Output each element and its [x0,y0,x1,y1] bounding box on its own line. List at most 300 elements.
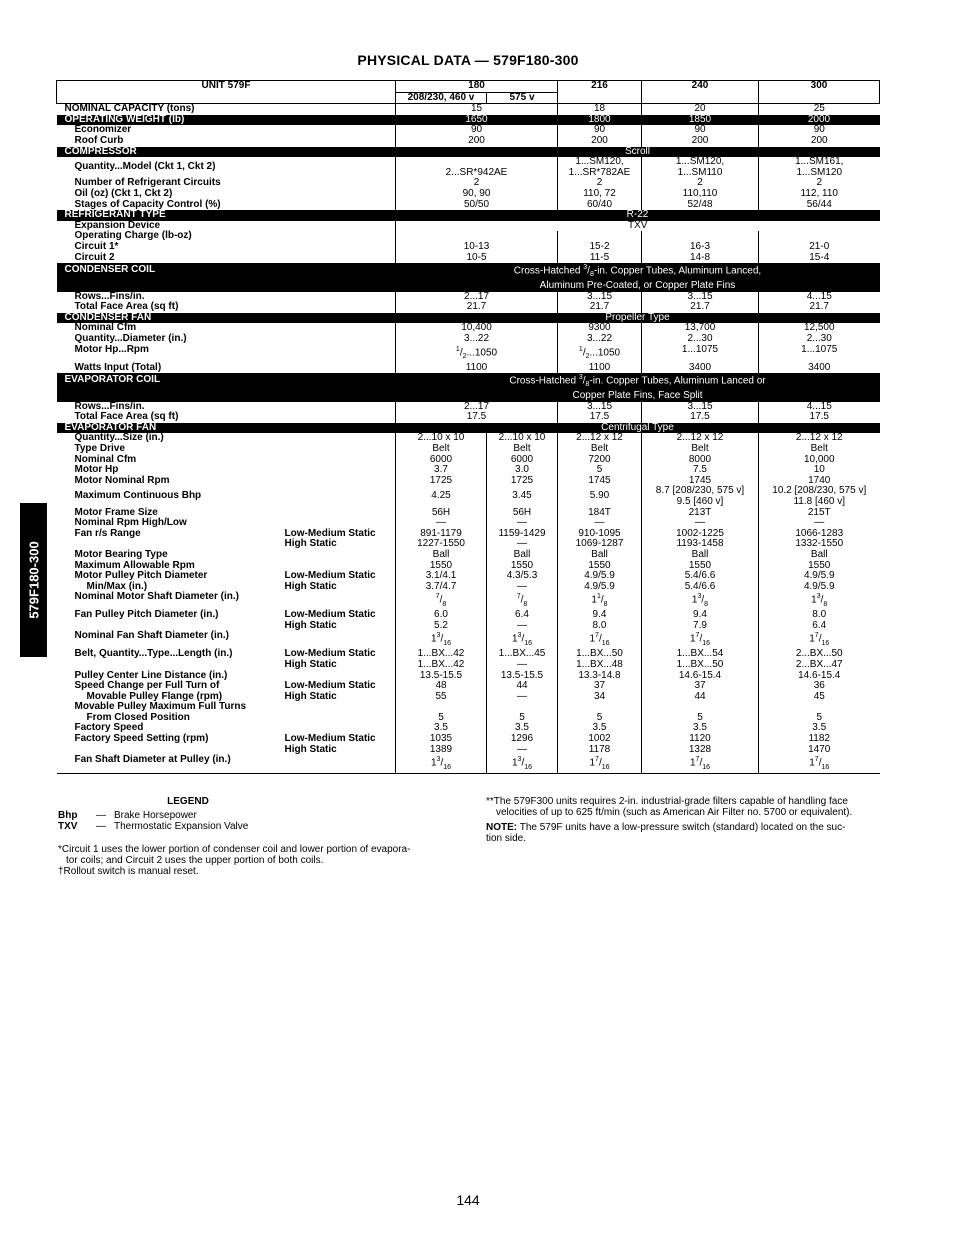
cell: $1^1/_8$ [558,592,642,610]
row-label: Nominal Motor Shaft Diameter (in.) [74,591,239,603]
cell: 37 [694,680,706,692]
frac-whole: 1 [809,757,815,769]
frac-num: 7 [516,593,521,601]
cell: 14.6-15.4 [759,671,880,682]
cell: — [517,619,527,631]
cell: — [517,658,527,670]
legend-title: LEGEND [167,796,209,807]
frac-num: 3 [816,593,821,601]
cell: 1...BX...42 [417,658,465,670]
evap-factory-rpm-row [57,734,880,755]
cell: 4.9/5.9 [584,580,615,592]
frac-den: 8 [603,600,608,608]
cell: 5 [558,702,642,723]
legend-abbr: TXV [58,821,78,832]
cell: 184T [558,508,642,519]
cell: 213T [642,508,759,519]
row-label: Motor Hp [74,464,119,476]
cell: 13.3-14.8 [558,671,642,682]
cell: 4...15 [759,402,880,413]
cell: 1...SM110 [677,166,723,178]
row-label: Oil (oz) (Ckt 1, Ckt 2) [74,187,173,199]
header-240: 240 [642,81,759,104]
cell: 10-5 [396,253,558,264]
cell: 90 [642,125,759,136]
row-label: Belt, Quantity...Type...Length (in.) [74,648,233,660]
cell: 37 [593,680,606,692]
cell: 56/44 [759,200,880,211]
desc-text: -in. Copper Tubes, Aluminum Lanced or [589,375,766,387]
cell: 1...SM161, [795,156,844,168]
cell: 1159-1429 [498,527,546,539]
cell: 6.0 [434,609,448,621]
cell: 15-4 [759,253,880,264]
cell: 52/48 [642,200,759,211]
cell: Belt [487,444,558,455]
cell: 1328 [688,743,712,755]
cell: 1550 [759,561,880,572]
circuit1-row [57,242,880,253]
legend-bhp [58,810,458,821]
note-text: The 579F units have a low-pressure switch (standard) located on the suc- [517,822,846,833]
section-label: EVAPORATOR COIL [57,373,396,402]
cell: 3.5 [487,723,558,734]
row-label: Operating Charge (lb-oz) [74,230,192,242]
frac-whole: 1 [430,633,437,645]
cell: 215T [759,508,880,519]
cell: 2000 [759,115,880,126]
cell: 50/50 [396,200,558,211]
evap-rpm-row [57,476,880,487]
cell: 15-2 [558,242,642,253]
cell: 10-13 [396,242,558,253]
cell: Belt [396,444,487,455]
row-label: Movable Pulley Maximum Full Turns [74,701,247,713]
static-label: Low-Medium Static [284,570,376,582]
legend-dash: — [96,821,106,832]
cell: 1...SM120 [796,166,843,178]
cell: 200 [759,136,880,147]
row-label: Fan r/s Range [74,527,141,539]
desc-text: -in. Copper Tubes, Aluminum Lanced, [593,265,762,277]
page-number: 144 [456,1192,480,1208]
row-label: Min/Max (in.) [86,580,148,592]
cell: 5 [558,465,642,476]
cell: $1^7/_{16}$ [642,631,759,649]
cell: 48 [435,680,447,692]
cell: $1^3/_{16}$ [396,631,487,649]
frac-den: 8 [589,271,594,279]
cell: 15 [396,104,558,115]
cell: 14-8 [642,253,759,264]
cell: 1850 [642,115,759,126]
cell: 1...SM120, [675,156,725,168]
cell: 1800 [558,115,642,126]
cell: — [487,518,558,529]
row-label: Fan Pulley Pitch Diameter (in.) [74,609,219,621]
frac-den: 16 [601,763,610,771]
cell: — [558,518,642,529]
row-label: Pulley Center Line Distance (in.) [74,669,228,681]
cell: $^7/_8$ [487,592,558,610]
cell: 3.5 [642,723,759,734]
cell: Centrifugal Type [396,423,880,434]
section-label: REFRIGERANT TYPE [57,210,396,221]
cell: 200 [558,136,642,147]
frac-num: 7 [695,632,700,640]
frac-num: 1 [578,345,583,353]
cell: 44 [516,680,528,692]
frac-num: 7 [435,593,440,601]
cell: $1^7/_{16}$ [759,755,880,773]
cell: 12,500 [759,323,880,334]
static-label: High Static [284,658,337,670]
cell: 25 [759,104,880,115]
cell: 2...17 [396,402,558,413]
cell: 17.5 [642,412,759,423]
cell: Ball [558,550,642,561]
cell: 1227-1550 [417,538,465,550]
cell: 2...12 x 12 [759,433,880,444]
frac-whole: 1 [691,594,698,606]
physical-data-table [56,80,880,774]
frac-den: 8 [442,600,447,608]
cell: 1650 [396,115,558,126]
section-compressor [57,147,880,158]
frac-num: 7 [595,632,599,640]
cell: 9.4 [693,609,707,621]
cell: 1100 [558,363,642,374]
cell: 36 [813,680,825,692]
cell: Propeller Type [396,313,880,324]
cell: 3...15 [642,402,759,413]
cell: 1332-1550 [795,538,844,550]
legend-text: Thermostatic Expansion Valve [114,821,249,832]
frac-num: 3 [436,632,441,640]
cell: 2...SR*942AE [396,157,558,178]
cell: 5.2 [434,619,448,631]
cond-qty-row [57,334,880,345]
footnote-circuit-cont: tor coils; and Circuit 2 uses the upper portion of both coils. [66,855,324,866]
cell: 10 [759,465,880,476]
section-label: CONDENSER FAN [57,313,396,324]
frac-whole: 1 [511,757,518,769]
cell: $1^3/_8$ [759,592,880,610]
cell: 1...BX...42 [417,648,465,660]
section-label: OPERATING WEIGHT (lb) [57,115,396,126]
section-condenser-coil [57,263,880,292]
cell: 1725 [396,476,487,487]
cell: — [396,518,487,529]
cell: 8000 [642,455,759,466]
frac-num: 3 [517,756,522,764]
cell: 1002-1225 [676,527,724,539]
cell: 90, 90 [396,189,558,200]
cell: 4.9/5.9 [584,570,615,582]
frac-whole: 1 [589,633,596,645]
evap-bhp-row [57,486,880,507]
cell: 4.9/5.9 [803,570,835,582]
legend-txv [58,821,458,832]
cell: 20 [642,104,759,115]
cell: 4.25 [396,486,487,507]
cell: — [759,518,880,529]
row-label: Motor Nominal Rpm [74,474,170,486]
cell: 3400 [642,363,759,374]
frac-den: 8 [523,600,528,608]
cell: R-22 [396,210,880,221]
cell: 1...BX...48 [576,658,623,670]
cell: 9.5 [460 v] [676,495,724,507]
cell: $1^7/_{16}$ [558,631,642,649]
evap-range-row [57,529,880,550]
row-label: Factory Speed [74,722,144,734]
cell: 8.0 [592,619,607,631]
row-label: Quantity...Model (Ckt 1, Ckt 2) [74,161,216,173]
section-label: CONDENSER COIL [57,263,396,292]
cell: 7.9 [693,619,707,631]
frac-whole: 1 [809,633,815,645]
desc-text: Cross-Hatched [513,265,584,277]
footnote-circuit: *Circuit 1 uses the lower portion of condenser coil and lower portion of evapora- [58,844,411,855]
cell: 6000 [487,455,558,466]
cell: 1550 [487,561,558,572]
cell: 4.9/5.9 [803,580,835,592]
evap-bearing-row [57,550,880,561]
evap-speed-change-row [57,681,880,702]
evaporator-coil-desc: Cross-Hatched $^3/_8-in$. Copper Tubes, Aluminum Lanced or Copper Plate Fins, Face Split [396,373,880,402]
cell: $^7/_8$ [396,592,487,610]
cell: 3.45 [487,486,558,507]
cell: — [517,580,527,592]
stages-row [57,200,880,211]
frac-den: 8 [823,600,828,608]
frac-den: 16 [821,763,830,771]
cell: 1550 [558,561,642,572]
row-label: Quantity...Diameter (in.) [74,332,187,344]
cell: $^1/_2...1050$ [396,345,558,363]
cell: 13.5-15.5 [487,671,558,682]
cell: — [517,743,527,755]
row-label: Total Face Area (sq ft) [74,301,179,313]
section-refrigerant [57,210,880,221]
header-180-voltage-b: 575 v [487,92,558,104]
cell: 3.0 [487,465,558,476]
evap-fan-pulley-row [57,610,880,631]
cell: 2 [642,178,759,189]
cell: 17.5 [558,412,642,423]
cell: 1182 [808,733,830,745]
unit-label: UNIT 579F [57,81,396,104]
frac-den: 16 [702,763,711,771]
cell: 1745 [558,476,642,487]
evap-rpm-hl-row [57,518,880,529]
cell: 56H [487,508,558,519]
cell: 8.7 [208/230, 575 v] [655,485,745,497]
cell: 8.0 [812,609,827,621]
cell: 2...12 x 12 [558,433,642,444]
frac-den: 16 [524,639,533,647]
evap-turns-row [57,702,880,723]
cell-text: ...1050 [589,346,621,358]
cell: 5 [487,702,558,723]
row-label: Factory Speed Setting (rpm) [74,733,209,745]
cell: 1035 [429,733,453,745]
cell: 1066-1283 [795,527,844,539]
cell: 6.4 [812,619,827,631]
frac-whole: 1 [591,594,597,606]
cell: 110, 72 [558,189,642,200]
row-label: Motor Hp...Rpm [74,343,149,355]
cell: 2 [396,178,558,189]
frac-whole: 1 [589,757,596,769]
static-label: High Static [284,538,337,550]
cell: 4.3/5.3 [506,570,538,582]
nominal-capacity-label: NOMINAL CAPACITY (tons) [57,104,396,115]
cell: 10,000 [759,455,880,466]
cell: $1^3/_{16}$ [487,755,558,773]
cell: 9300 [558,323,642,334]
frac-num: 7 [595,756,599,764]
cell: 1745 [642,476,759,487]
frac-num: 3 [578,374,583,382]
row-label: Watts Input (Total) [74,361,162,373]
cell: 200 [642,136,759,147]
cell: 13.5-15.5 [396,671,487,682]
frac-num: 3 [436,756,441,764]
cell: Ball [487,550,558,561]
cell: 1550 [396,561,487,572]
row-label: Number of Refrigerant Circuits [74,177,221,189]
cell: 1120 [689,733,711,745]
frac-den: 16 [524,763,533,771]
footnote-filters: **The 579F300 units requires 2-in. industrial-grade filters capable of handling face [486,796,848,807]
desc-text: Copper Plate Fins, Face Split [572,390,703,402]
static-label: High Static [284,619,337,631]
page-title: PHYSICAL DATA — 579F180-300 [357,52,579,68]
frac-num: 3 [697,593,702,601]
oil-row [57,189,880,200]
cell: 1...1075 [642,345,759,363]
frac-whole: 1 [811,594,817,606]
cell: 55 [435,690,447,702]
static-label: High Static [284,690,337,702]
header-300: 300 [759,81,880,104]
row-label: Motor Pulley Pitch Diameter [74,570,208,582]
cell: 14.6-15.4 [642,671,759,682]
cell: 1389 [429,743,453,755]
cell: 10.2 [208/230, 575 v] [772,485,867,497]
frac-num: 1 [455,345,460,353]
frac-den: 16 [821,639,830,647]
section-evaporator-fan [57,423,880,434]
cell: 16-3 [642,242,759,253]
row-label: Nominal Fan Shaft Diameter (in.) [74,630,229,642]
cell: 3.5 [759,723,880,734]
cell: 7.5 [642,465,759,476]
note-label: NOTE: [486,822,518,833]
cell: 1178 [588,743,611,755]
circuit2-row [57,253,880,264]
cell: Ball [396,550,487,561]
cell: 1470 [808,743,831,755]
cond-watts-row [57,363,880,374]
cell: 21.7 [642,302,759,313]
cell: 34 [593,690,606,702]
cell: 891-1179 [420,527,462,539]
evap-shaft-pulley-row [57,755,880,773]
side-tab-label: 579F180-300 [26,541,41,619]
cell: 4...15 [759,292,880,303]
cell: 112, 110 [759,189,880,200]
cell: Belt [558,444,642,455]
cell: 3...22 [396,334,558,345]
cell: 1...BX...54 [676,648,724,660]
cell: 3...15 [558,402,642,413]
static-label: Low-Medium Static [284,648,376,660]
cell: 7200 [558,455,642,466]
row-label: Rows...Fins/in. [74,400,145,412]
cell: 1002 [588,733,611,745]
left-footnotes [58,796,458,877]
cell: 910-1095 [578,527,621,539]
cell: 18 [558,104,642,115]
cell: $1^7/_{16}$ [759,631,880,649]
static-label: Low-Medium Static [284,527,376,539]
evap-cfm-row [57,455,880,466]
cell: 3...15 [642,292,759,303]
frac-whole: 1 [689,757,696,769]
frac-den: 16 [443,763,452,771]
header-row [57,81,880,93]
cell: 13,700 [642,323,759,334]
static-label: High Static [284,580,337,592]
cell: $1^7/_{16}$ [642,755,759,773]
cell: 3...22 [558,334,642,345]
evap-hp-row [57,465,880,476]
row-label: Nominal Cfm [74,322,137,334]
cond-area-row [57,302,880,313]
row-label: Circuit 1* [74,240,119,252]
cell: 2...30 [759,334,880,345]
cell: 11-5 [558,253,642,264]
row-label: Economizer [74,124,132,136]
cell: 11.8 [460 v] [793,495,846,507]
cell: 1...SM120, [575,156,624,168]
cell: — [517,690,527,702]
frac-den: 16 [702,639,711,647]
cell: 2 [558,178,642,189]
cell: 9.4 [592,609,607,621]
cell: 3.1/4.1 [425,570,457,582]
cell: 10,400 [396,323,558,334]
cell: 200 [396,136,558,147]
cell: 1740 [759,476,880,487]
cell: 44 [694,690,706,702]
evap-motor-shaft-row [57,592,880,610]
legend-dash: — [96,810,106,821]
cell: 5.90 [558,486,642,507]
section-label: COMPRESSOR [57,147,396,158]
cell-text: ...1050 [466,346,498,358]
cell: 6000 [396,455,487,466]
cell: TXV [396,221,880,232]
cell: Belt [642,444,759,455]
condenser-coil-desc: Cross-Hatched $^3/_8-in$. Copper Tubes, Aluminum Lanced, Aluminum Pre-Coated, or Copper Plate Fins [396,263,880,292]
cell: — [642,518,759,529]
side-tab [20,503,47,657]
cond-motor-row [57,345,880,363]
